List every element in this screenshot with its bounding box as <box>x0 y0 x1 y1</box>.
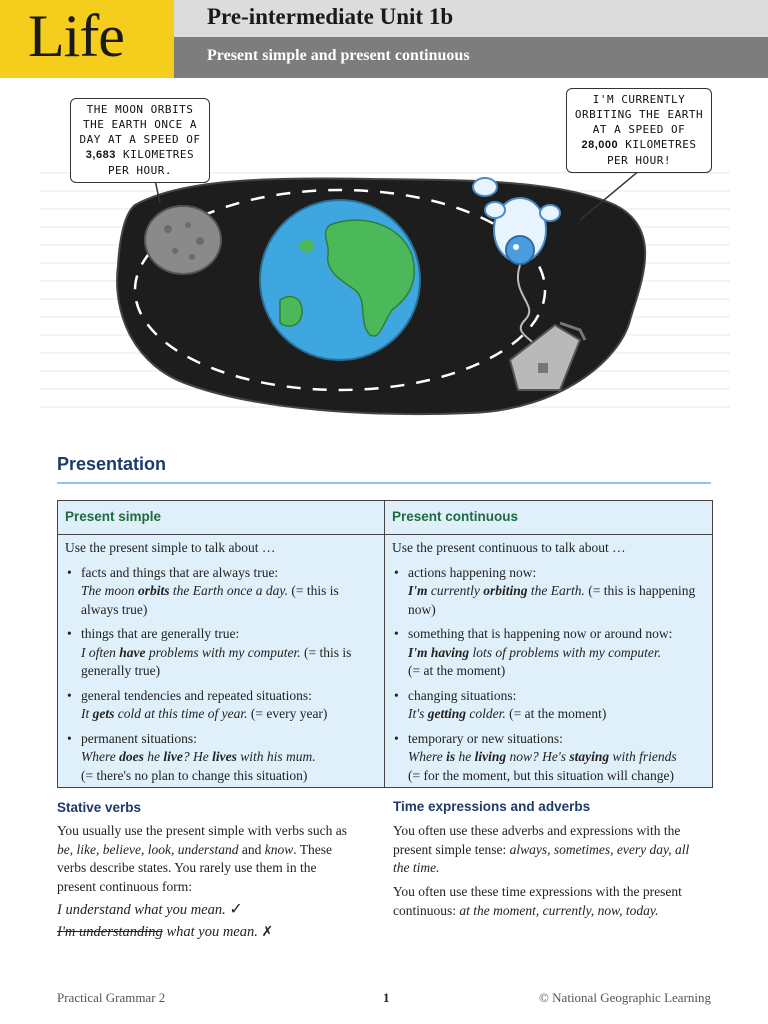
example <box>81 749 316 764</box>
list-item <box>392 730 706 786</box>
moon-bubble-line: PER HOUR. <box>107 164 173 177</box>
example-verb: orbits <box>138 583 170 598</box>
astro-bubble-line: I'M CURRENTLY <box>592 93 686 106</box>
example-text: with his mum. <box>236 749 316 764</box>
stative-text: . These verbs describe states. You rarely use them in the present continuous form: <box>57 841 332 894</box>
list-item <box>392 687 706 724</box>
moon-bubble-line: THE MOON ORBITS <box>86 103 194 116</box>
example-verb: gets <box>92 706 115 721</box>
orbit-illustration <box>40 85 730 425</box>
footer-copyright: © National Geographic Learning <box>539 990 711 1005</box>
present-simple-header: Present simple <box>58 501 384 535</box>
example-verb: staying <box>569 749 610 764</box>
use-label: general tendencies and repeated situations: <box>81 687 312 703</box>
example-verb: is <box>446 749 456 764</box>
moon-bubble-line: THE EARTH ONCE A <box>83 118 197 131</box>
moon-speed-value: 3,683 <box>85 149 116 161</box>
example-text: cold at this time of year. <box>114 706 248 721</box>
example-text: Where <box>408 749 447 764</box>
example-note: (= this is generally true) <box>81 644 352 678</box>
use-label: permanent situations: <box>81 730 197 746</box>
example-text: Where <box>81 749 120 764</box>
list-item <box>65 564 377 620</box>
list-item <box>392 625 706 681</box>
time-text: You often use these adverbs and expressions with the present simple tense: <box>393 823 681 857</box>
astro-bubble-line <box>567 137 711 153</box>
example-verb: have <box>119 644 146 660</box>
example <box>408 749 677 764</box>
time-examples: always, sometimes, every day, all the time. <box>393 841 690 875</box>
list-item <box>65 687 377 724</box>
example-text: currently <box>427 583 484 598</box>
subtitle-bar <box>174 37 768 78</box>
example-text: he <box>455 749 475 764</box>
presentation-title: Presentation <box>57 454 167 474</box>
use-label: facts and things that are always true: <box>81 564 279 580</box>
example-verb: does <box>119 749 144 764</box>
astro-speed-value: 28,000 <box>581 139 619 151</box>
list-item <box>65 625 377 681</box>
time-expressions-title: Time expressions and adverbs <box>393 799 591 814</box>
example-text: problems with my computer. <box>145 644 301 660</box>
example-note: (= every year) <box>247 706 328 721</box>
example-verb: living <box>474 749 507 764</box>
example <box>81 583 288 598</box>
example-note: (= there's no plan to change this situation) <box>81 767 308 783</box>
use-label: things that are generally true: <box>81 626 240 641</box>
stative-verbs-title: Stative verbs <box>57 800 142 815</box>
moon-bubble-line: DAY AT A SPEED OF <box>79 133 201 146</box>
moon-icon <box>145 206 221 274</box>
example <box>408 583 585 598</box>
cross-icon: ✗ <box>261 924 274 940</box>
time-text: You often use these time expressions with the present continuous: <box>393 884 682 918</box>
example-note: (= at the moment) <box>505 706 607 721</box>
unit-title: Pre-intermediate Unit 1b <box>207 4 454 29</box>
example-text: the Earth. <box>527 583 585 598</box>
life-logo <box>0 0 174 78</box>
continuous-intro: Use the present continuous to talk about … <box>392 540 626 555</box>
list-item <box>392 564 706 620</box>
stative-verbs-paragraph <box>57 822 357 896</box>
example-verb: live <box>163 749 183 764</box>
example <box>408 706 506 721</box>
footer-left: Practical Grammar 2 <box>57 990 166 1005</box>
correct-example <box>57 899 243 919</box>
time-expressions-paragraph-2 <box>393 883 703 920</box>
astro-bubble-line: AT A SPEED OF <box>592 123 686 136</box>
example-text: he <box>143 749 164 764</box>
example-text: lots of problems with my computer. <box>469 644 662 660</box>
example-note: (= this is happening now) <box>408 583 696 617</box>
list-item <box>65 730 377 786</box>
astro-bubble-unit: KILOMETRES <box>625 138 697 151</box>
logo-text: Life <box>28 3 124 69</box>
use-label: something that is happening now or around now: <box>408 626 673 641</box>
example-note: (= at the moment) <box>408 663 506 678</box>
stative-text: and <box>238 841 265 857</box>
grammar-table <box>57 500 713 788</box>
time-expressions-paragraph-1 <box>393 822 703 878</box>
present-continuous-header: Present continuous <box>385 501 712 535</box>
example-verb: I'm <box>408 583 428 598</box>
example <box>408 645 661 660</box>
example-text: I often <box>81 644 120 660</box>
example-text: the Earth once a day. <box>169 583 288 598</box>
stative-text: You usually use the present simple with verbs such as <box>57 823 347 838</box>
simple-intro: Use the present simple to talk about … <box>65 540 276 555</box>
example-verb: I'm having <box>408 644 470 660</box>
example-text: ? He <box>182 749 213 764</box>
unit-subtitle: Present simple and present continuous <box>207 47 470 64</box>
example-verb: getting <box>427 706 467 721</box>
example-verb: orbiting <box>483 583 528 598</box>
title-bar <box>174 0 768 37</box>
time-examples: at the moment, currently, now, today. <box>459 902 659 918</box>
moon-bubble-unit: KILOMETRES <box>122 148 195 161</box>
moon-bubble-line <box>71 147 209 163</box>
use-label: actions happening now: <box>408 564 537 580</box>
use-label: changing situations: <box>408 687 517 703</box>
example-text: It's <box>408 706 428 721</box>
section-divider <box>57 482 711 484</box>
present-continuous-column <box>392 535 706 791</box>
example-text: I understand what you mean. <box>57 902 226 918</box>
stative-verb-last: know <box>264 841 294 857</box>
use-label: temporary or new situations: <box>408 730 563 746</box>
page-number: 1 <box>383 990 390 1005</box>
earth-icon <box>260 200 420 360</box>
simple-uses-list <box>65 564 377 786</box>
column-divider <box>384 501 385 787</box>
example-text: It <box>81 706 93 721</box>
continuous-uses-list <box>392 564 706 786</box>
moon-speech-bubble <box>70 98 210 183</box>
stative-verb-list: be, like, believe, look, understand <box>57 841 239 857</box>
present-simple-column <box>65 535 377 791</box>
example-note: (= for the moment, but this situation will change) <box>408 767 674 783</box>
struck-text: I'm understanding <box>57 924 163 940</box>
example-note: (= this is always true) <box>81 583 339 617</box>
astro-bubble-line: PER HOUR! <box>606 154 672 167</box>
example-text: with friends <box>609 749 677 764</box>
page-header <box>0 0 768 78</box>
astronaut-speech-bubble <box>566 88 712 173</box>
check-icon: ✓ <box>229 899 243 918</box>
example-text: colder. <box>466 706 506 721</box>
example <box>81 645 301 660</box>
example-text: now? He's <box>506 749 570 764</box>
astro-bubble-line: ORBITING THE EARTH <box>574 108 704 121</box>
example <box>81 706 247 721</box>
example-text: what you mean. <box>162 924 258 940</box>
incorrect-example <box>57 924 273 941</box>
example-text: The moon <box>81 583 138 598</box>
example-verb: lives <box>212 749 237 764</box>
